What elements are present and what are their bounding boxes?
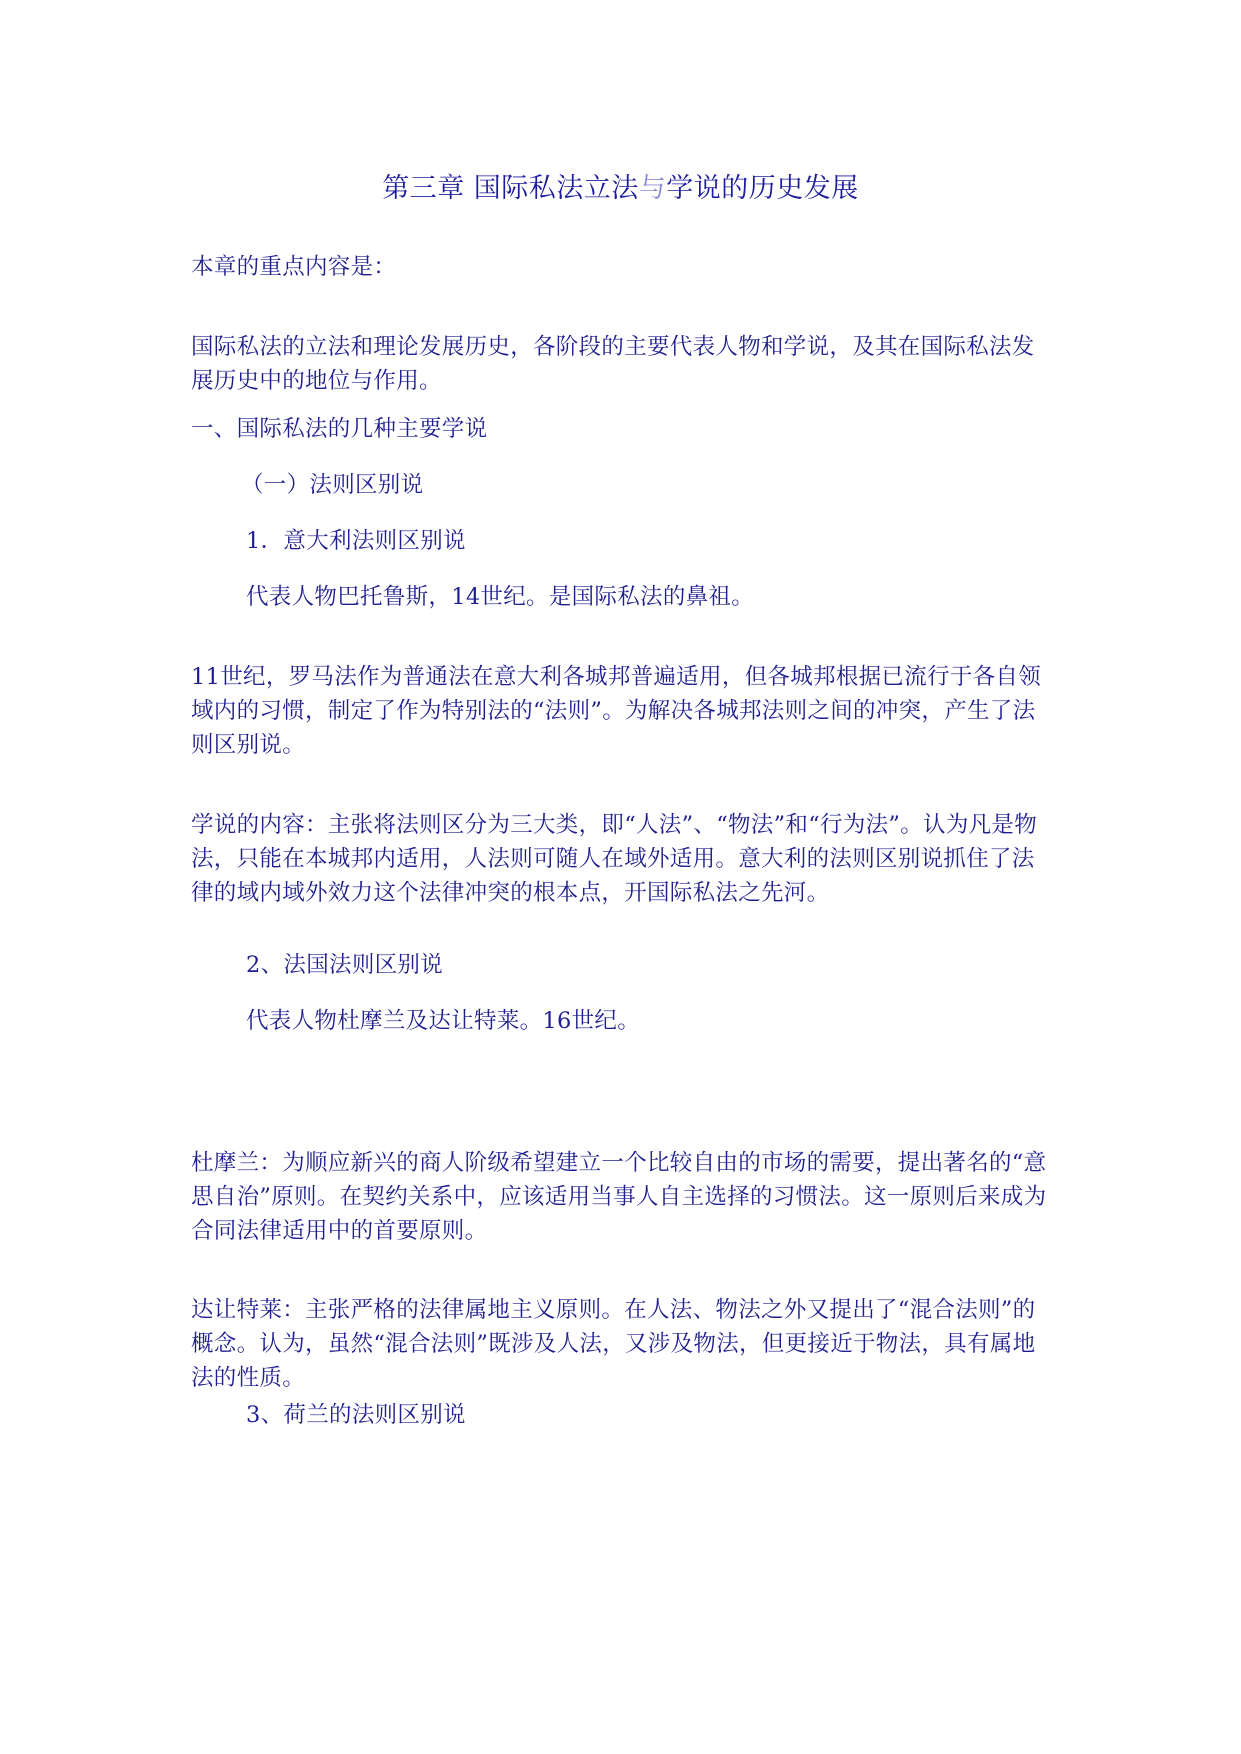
- item-heading-italy: 1．意大利法则区别说: [246, 528, 466, 554]
- dumoulin-paragraph: 杜摩兰：为顺应新兴的商人阶级希望建立一个比较自由的市场的需要，提出著名的“意思自治”原则。在契约关系中，应该适用当事人自主选择的习惯法。这一原则后来成为合同法律适用中的首要原则。: [191, 1150, 1047, 1244]
- chapter-title: [0, 166, 1241, 205]
- italy-representative: 代表人物巴托鲁斯，14世纪。是国际私法的鼻祖。: [246, 584, 755, 610]
- section-heading-1: 一、国际私法的几种主要学说: [191, 416, 488, 442]
- item-heading-france: 2、法国法则区别说: [246, 952, 444, 978]
- dargentre-paragraph: 达让特莱：主张严格的法律属地主义原则。在人法、物法之外又提出了“混合法则”的概念。认为，虽然“混合法则”既涉及人法，又涉及物法，但更接近于物法，具有属地法的性质。: [191, 1297, 1036, 1391]
- subsection-heading-1: （一）法则区别说: [241, 472, 424, 498]
- chapter-title-part1: 第三章 国际私法立法: [382, 173, 639, 204]
- key-content-heading: 本章的重点内容是：: [191, 254, 397, 280]
- item-heading-netherlands: 3、荷兰的法则区别说: [246, 1402, 466, 1428]
- italy-background-paragraph: 11世纪，罗马法作为普通法在意大利各城邦普遍适用，但各城邦根据已流行于各自领域内的习惯，制定了作为特别法的“法则”。为解决各城邦法则之间的冲突，产生了法则区别说。: [191, 664, 1042, 758]
- france-representative: 代表人物杜摩兰及达让特莱。16世纪。: [246, 1008, 641, 1034]
- chapter-title-part3: 学说的历史发展: [666, 173, 859, 204]
- italy-doctrine-paragraph: 学说的内容：主张将法则区分为三大类，即“人法”、“物法”和“行为法”。认为凡是物法，只能在本城邦内适用，人法则可随人在域外适用。意大利的法则区别说抓住了法律的域内域外效力这个法律冲突的根本点，开国际私法之先河。: [191, 812, 1038, 906]
- chapter-title-highlight: 与: [638, 173, 667, 204]
- key-content-paragraph: 国际私法的立法和理论发展历史，各阶段的主要代表人物和学说，及其在国际私法发展历史中的地位与作用。: [191, 334, 1035, 394]
